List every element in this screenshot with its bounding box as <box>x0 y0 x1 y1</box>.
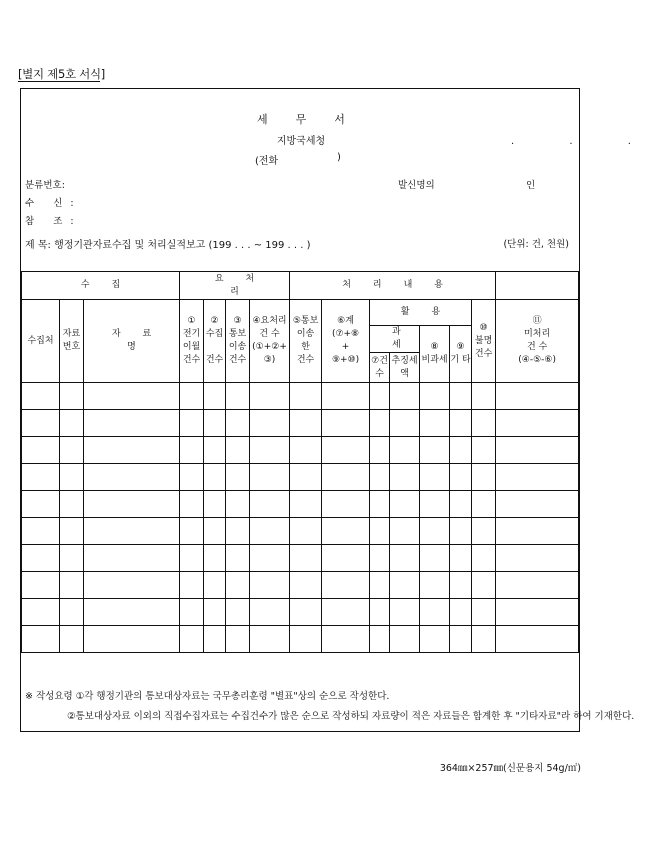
table-cell[interactable] <box>322 491 370 518</box>
table-cell[interactable] <box>250 410 290 437</box>
table-cell[interactable] <box>60 410 84 437</box>
table-cell[interactable] <box>204 437 226 464</box>
sender-name-label: 발신명의 <box>398 180 435 191</box>
table-cell[interactable] <box>250 383 290 410</box>
table-cell[interactable] <box>370 545 390 572</box>
table-cell[interactable] <box>420 491 450 518</box>
table-cell[interactable] <box>290 545 322 572</box>
table-cell[interactable] <box>370 626 390 653</box>
table-cell[interactable] <box>180 572 204 599</box>
table-cell[interactable] <box>450 491 472 518</box>
table-cell[interactable] <box>226 545 250 572</box>
table-cell[interactable] <box>450 626 472 653</box>
col-transfer-in-l3: 이송 <box>228 342 247 352</box>
recipient-label <box>25 195 82 209</box>
table-cell[interactable] <box>290 410 322 437</box>
report-table <box>21 271 579 653</box>
table-cell[interactable] <box>226 599 250 626</box>
col-to-process-l2: 건 수 <box>259 329 280 339</box>
col-tax-amount-l2: 액 <box>400 368 409 379</box>
table-cell[interactable] <box>60 599 84 626</box>
form-tag-underline <box>18 81 100 82</box>
col-unclear-l3: 건수 <box>474 348 493 359</box>
table-row <box>22 491 579 518</box>
table-cell[interactable] <box>84 410 180 437</box>
table-cell[interactable] <box>180 410 204 437</box>
table-cell[interactable] <box>390 545 420 572</box>
table-cell[interactable] <box>204 572 226 599</box>
table-cell[interactable] <box>450 464 472 491</box>
table-cell[interactable] <box>84 599 180 626</box>
table-row <box>22 518 579 545</box>
col-source-header: 수집처 <box>22 300 60 383</box>
col-transfer-out-l2: 이송 <box>296 329 315 339</box>
phone-close-paren: ) <box>337 152 341 163</box>
col-unprocessed-l2: 미처리 <box>524 329 551 339</box>
col-data-no-header <box>60 300 84 383</box>
phone-label: (전화 <box>255 156 279 167</box>
table-cell[interactable] <box>496 464 579 491</box>
table-cell[interactable] <box>496 545 579 572</box>
table-cell[interactable] <box>322 437 370 464</box>
table-cell[interactable] <box>390 464 420 491</box>
table-row <box>22 437 579 464</box>
table-cell[interactable] <box>290 599 322 626</box>
table-cell[interactable] <box>472 626 496 653</box>
table-cell[interactable] <box>60 518 84 545</box>
table-cell[interactable] <box>22 437 60 464</box>
col-collected-l2: 수집 <box>205 329 224 339</box>
table-cell[interactable] <box>290 572 322 599</box>
table-cell[interactable] <box>180 464 204 491</box>
table-cell[interactable] <box>322 545 370 572</box>
col-transfer-out-header <box>290 300 322 383</box>
table-row <box>22 410 579 437</box>
table-cell[interactable] <box>22 410 60 437</box>
subject-text: 행정기관자료수집 및 처리실적보고 (199 . . . ~ 199 . . . ) <box>54 240 311 251</box>
table-cell[interactable] <box>420 599 450 626</box>
table-cell[interactable] <box>180 491 204 518</box>
table-cell[interactable] <box>390 383 420 410</box>
table-cell[interactable] <box>60 545 84 572</box>
col-collected-l4: 건수 <box>205 355 224 365</box>
table-cell[interactable] <box>60 626 84 653</box>
table-cell[interactable] <box>250 437 290 464</box>
col-tax-count-l2: 수 <box>375 368 384 379</box>
regional-tax-office: 지방국세청 <box>276 136 326 147</box>
table-cell[interactable] <box>180 626 204 653</box>
table-cell[interactable] <box>420 383 450 410</box>
col-data-no-line2: 번호 <box>62 342 81 352</box>
table-cell[interactable] <box>204 464 226 491</box>
table-cell[interactable] <box>496 599 579 626</box>
table-cell[interactable] <box>322 518 370 545</box>
table-cell[interactable] <box>472 518 496 545</box>
col-unclear-l1: ⑩ <box>479 322 488 333</box>
table-cell[interactable] <box>250 626 290 653</box>
table-cell[interactable] <box>370 599 390 626</box>
table-cell[interactable] <box>370 383 390 410</box>
table-cell[interactable] <box>322 572 370 599</box>
reference-label-text: 참 조: <box>25 216 82 227</box>
table-cell[interactable] <box>472 410 496 437</box>
col-other-l2: 기 타 <box>450 355 471 365</box>
col-unprocessed-header <box>496 300 579 383</box>
table-cell[interactable] <box>22 383 60 410</box>
table-cell[interactable] <box>180 518 204 545</box>
table-cell[interactable] <box>60 383 84 410</box>
table-cell[interactable] <box>472 572 496 599</box>
col-transfer-in-l1: ③ <box>233 316 242 326</box>
table-cell[interactable] <box>472 464 496 491</box>
writing-instructions <box>25 687 634 727</box>
table-cell[interactable] <box>420 410 450 437</box>
table-cell[interactable] <box>390 599 420 626</box>
table-row <box>22 464 579 491</box>
table-cell[interactable] <box>84 545 180 572</box>
col-carryover-header <box>180 300 204 383</box>
table-cell[interactable] <box>472 545 496 572</box>
table-cell[interactable] <box>290 464 322 491</box>
col-total-l1: ⑥계 <box>337 316 354 326</box>
col-to-process-header <box>250 300 290 383</box>
col-total-header <box>322 300 370 383</box>
table-cell[interactable] <box>322 599 370 626</box>
table-cell[interactable] <box>180 383 204 410</box>
col-nontax-l1: ⑧ <box>430 342 439 352</box>
table-row <box>22 383 579 410</box>
table-cell[interactable] <box>204 491 226 518</box>
table-cell[interactable] <box>496 572 579 599</box>
table-cell[interactable] <box>496 626 579 653</box>
top-right-blank <box>496 272 579 300</box>
table-cell[interactable] <box>60 491 84 518</box>
col-unprocessed-l4: (④-⑤-⑥) <box>518 355 556 365</box>
subject-label: 제 목: <box>25 240 51 251</box>
table-cell[interactable] <box>250 518 290 545</box>
table-cell[interactable] <box>226 518 250 545</box>
table-cell[interactable] <box>226 626 250 653</box>
table-cell[interactable] <box>250 599 290 626</box>
col-carryover-l3: 이월 <box>182 342 201 352</box>
table-cell[interactable] <box>226 572 250 599</box>
table-cell[interactable] <box>60 464 84 491</box>
subject-line <box>25 236 311 251</box>
table-cell[interactable] <box>180 599 204 626</box>
table-cell[interactable] <box>450 410 472 437</box>
table-cell[interactable] <box>180 437 204 464</box>
group-use-header: 활용 <box>370 300 472 326</box>
table-cell[interactable] <box>472 437 496 464</box>
tax-office-title: 세무서 <box>257 113 373 126</box>
col-unclear-header <box>472 300 496 383</box>
table-cell[interactable] <box>370 410 390 437</box>
table-cell[interactable] <box>472 383 496 410</box>
table-cell[interactable] <box>450 545 472 572</box>
doc-number-label: 분류번호: <box>25 180 65 191</box>
table-cell[interactable] <box>290 383 322 410</box>
table-cell[interactable] <box>472 491 496 518</box>
col-nontax-header <box>420 326 450 383</box>
table-cell[interactable] <box>22 626 60 653</box>
official-form <box>20 88 657 732</box>
table-cell[interactable] <box>84 572 180 599</box>
table-cell[interactable] <box>370 572 390 599</box>
col-unprocessed-l1: ⑪ <box>532 316 542 326</box>
col-data-name-header: 자료명 <box>84 300 180 383</box>
col-carryover-l1: ① <box>187 316 196 326</box>
table-cell[interactable] <box>204 599 226 626</box>
col-collected-l3 <box>204 341 225 354</box>
table-cell[interactable] <box>496 410 579 437</box>
table-cell[interactable] <box>450 383 472 410</box>
table-cell[interactable] <box>250 491 290 518</box>
table-cell[interactable] <box>390 518 420 545</box>
instruction-line-2: ②통보대상자료 이외의 직접수집자료는 수집건수가 많은 순으로 작성하되 자료량이 적은 자료들은 합계한 후 "기타자료"라 하여 기재한다. <box>67 711 635 722</box>
table-cell[interactable] <box>420 572 450 599</box>
table-cell[interactable] <box>226 437 250 464</box>
table-cell[interactable] <box>322 464 370 491</box>
table-cell[interactable] <box>496 437 579 464</box>
table-cell[interactable] <box>204 383 226 410</box>
table-cell[interactable] <box>322 626 370 653</box>
form-number-text: [별지 제5호 서식] <box>18 67 105 81</box>
table-cell[interactable] <box>390 572 420 599</box>
table-cell[interactable] <box>420 545 450 572</box>
table-cell[interactable] <box>290 626 322 653</box>
col-transfer-in-l4: 건수 <box>228 355 247 365</box>
group-content-header: 처리내용 <box>290 272 496 300</box>
col-unprocessed-l3: 건 수 <box>527 342 548 352</box>
table-cell[interactable] <box>370 491 390 518</box>
table-cell[interactable] <box>22 599 60 626</box>
recipient-label-text: 수 신: <box>25 198 82 209</box>
col-tax-count-l1: ⑦건 <box>371 355 388 366</box>
col-tax-amount-l1: 추징세 <box>391 355 418 366</box>
table-cell[interactable] <box>420 626 450 653</box>
col-carryover-l2: 전기 <box>182 329 201 339</box>
col-to-process-l4: ③) <box>263 355 276 365</box>
table-cell[interactable] <box>390 410 420 437</box>
table-cell[interactable] <box>84 383 180 410</box>
col-to-process-l3: (①+②+ <box>252 342 287 352</box>
table-cell[interactable] <box>60 572 84 599</box>
seal-mark: 인 <box>526 180 536 191</box>
table-cell[interactable] <box>496 383 579 410</box>
col-unclear-l2: 불명 <box>474 335 493 346</box>
table-cell[interactable] <box>84 464 180 491</box>
paper-spec: 364㎜×257㎜(신문용지 54g/㎡) <box>439 763 581 774</box>
table-cell[interactable] <box>204 410 226 437</box>
table-cell[interactable] <box>180 545 204 572</box>
table-cell[interactable] <box>84 626 180 653</box>
table-cell[interactable] <box>22 464 60 491</box>
col-collected-header <box>204 300 226 383</box>
table-cell[interactable] <box>390 491 420 518</box>
col-nontax-l2: 비과세 <box>421 355 448 365</box>
table-cell[interactable] <box>84 518 180 545</box>
table-cell[interactable] <box>450 518 472 545</box>
col-to-process-l1: ④요처리 <box>252 316 287 326</box>
table-cell[interactable] <box>450 437 472 464</box>
table-cell[interactable] <box>250 464 290 491</box>
table-cell[interactable] <box>204 626 226 653</box>
col-transfer-out-l1: ⑤통보 <box>292 316 319 326</box>
group-collect-header: 수집 <box>22 272 180 300</box>
table-cell[interactable] <box>496 491 579 518</box>
table-row <box>22 572 579 599</box>
col-transfer-in-l2: 통보 <box>228 329 247 339</box>
col-data-no-line1: 자료 <box>62 329 81 339</box>
col-tax-amount-header <box>390 353 420 383</box>
table-cell[interactable] <box>390 626 420 653</box>
col-collected-l1: ② <box>210 316 219 326</box>
table-cell[interactable] <box>450 599 472 626</box>
table-cell[interactable] <box>250 545 290 572</box>
table-cell[interactable] <box>22 491 60 518</box>
col-total-l3: + <box>341 342 350 352</box>
table-cell[interactable] <box>322 383 370 410</box>
table-cell[interactable] <box>60 437 84 464</box>
table-cell[interactable] <box>420 464 450 491</box>
table-cell[interactable] <box>290 491 322 518</box>
table-cell[interactable] <box>420 518 450 545</box>
table-row <box>22 626 579 653</box>
table-cell[interactable] <box>226 410 250 437</box>
table-cell[interactable] <box>22 518 60 545</box>
table-cell[interactable] <box>290 437 322 464</box>
table-cell[interactable] <box>84 491 180 518</box>
col-tax-count-header <box>370 353 390 383</box>
date-field: . . . <box>511 136 657 147</box>
col-other-header <box>450 326 472 383</box>
table-cell[interactable] <box>226 383 250 410</box>
col-total-l4: ⑨+⑩) <box>331 355 360 365</box>
col-transfer-out-l4: 건수 <box>296 355 315 365</box>
col-transfer-in-header <box>226 300 250 383</box>
table-cell[interactable] <box>226 491 250 518</box>
col-carryover-l4: 건수 <box>182 355 201 365</box>
table-cell[interactable] <box>204 518 226 545</box>
form-number-tag <box>18 66 105 82</box>
table-cell[interactable] <box>450 572 472 599</box>
col-other-l1: ⑨ <box>456 342 465 352</box>
table-cell[interactable] <box>250 572 290 599</box>
table-cell[interactable] <box>22 545 60 572</box>
table-cell[interactable] <box>322 410 370 437</box>
col-transfer-out-l3: 한 <box>301 342 310 352</box>
table-cell[interactable] <box>420 437 450 464</box>
table-cell[interactable] <box>370 518 390 545</box>
group-process-header: 요처리 <box>180 272 290 300</box>
unit-label: (단위: 건, 천원) <box>503 239 569 250</box>
instruction-line-1: ※ 작성요령 ①각 행정기관의 통보대상자료는 국무총리훈령 "별표"상의 순으로 작성한다. <box>25 691 390 702</box>
table-cell[interactable] <box>84 437 180 464</box>
table-cell[interactable] <box>390 437 420 464</box>
table-cell[interactable] <box>22 572 60 599</box>
table-cell[interactable] <box>496 518 579 545</box>
table-cell[interactable] <box>290 518 322 545</box>
table-cell[interactable] <box>370 464 390 491</box>
group-tax-header: 과세 <box>370 326 420 353</box>
table-cell[interactable] <box>472 599 496 626</box>
table-cell[interactable] <box>204 545 226 572</box>
col-total-l2: (⑦+⑧ <box>331 329 360 339</box>
reference-label <box>25 213 82 227</box>
table-row <box>22 545 579 572</box>
table-cell[interactable] <box>370 437 390 464</box>
table-row <box>22 599 579 626</box>
table-cell[interactable] <box>226 464 250 491</box>
